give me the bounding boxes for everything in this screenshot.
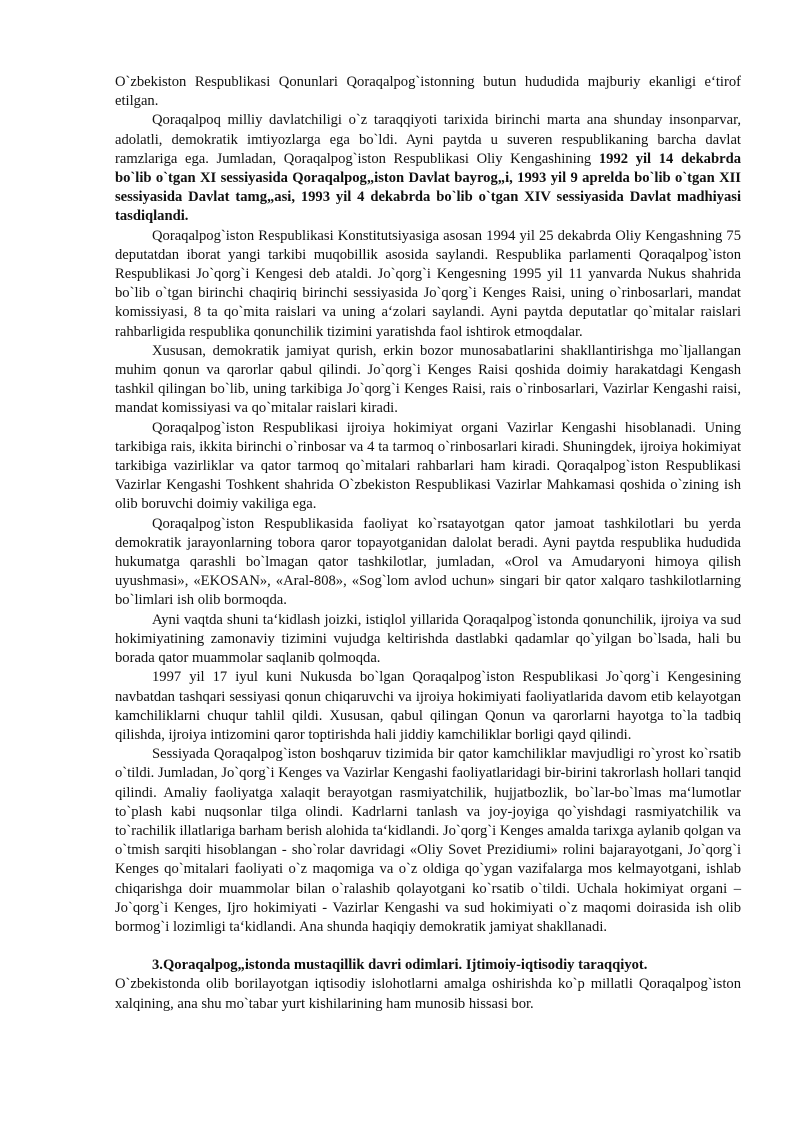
paragraph [115,227,741,342]
paragraph [115,342,741,419]
text-run: O`zbekiston Respublikasi Qonunlari Qoraqalpog`istonning butun hududida majburiy ekanligi e‘tirof etilgan. [115,74,741,110]
text-run: Qoraqalpog`iston Respublikasi Konstitutsiyasiga asosan 1994 yil 25 dekabrda Oliy Kengashning 75 deputatdan iborat yangi tarkibi muqobillik asosida saylandi. Respublika parlamenti Qoraqalpog`iston Respublikasi Jo`qorg`i Kengesi deb ataldi. Jo`qorg`i Kengesning 1995 yil 11 yanvarda Nukus shahrida bo`lib o`tgan birinchi chaqiriq birinchi sessiyasida Jo`qorg`i Kenges Raisi, uning o`rinbosarlari, mandat komissiyasi, 8 ta qo`mita raislari va uning a‘zolari saylandi. Ayni paytda deputatlar qo`mitalar raislari rahbarligida respublika qonunchilik tizimini yaratishda faol ishtirok etmoqdalar. [115,227,741,340]
text-run: Sessiyada Qoraqalpog`iston boshqaruv tizimida bir qator kamchiliklar mavjudligi ro`yrost ko`rsatib o`tildi. Jumladan, Jo`qorg`i Kenges va Vazirlar Kengashi faoliyatlaridagi bir-birini takrorlash hollari tanqid qilindi. Amaliy faoliyatga xalaqit berayotgan rasmiyatchilik, hujjatbozlik, bo`lar-bo`lmas ma‘lumotlar to`plash kabi nuqsonlar tilga olindi. Kadrlarni tanlash va joy-joyiga qo`yishdagi rasmiyatchilik va to`rachilik illatlariga barham berish alohida ta‘kidlandi. Jo`qorg`i Kenges amalda tarixga aylanib qolgan va o`tmish sarqiti hisoblangan - sho`rolar davridagi «Oliy Sovet Prezidiumi» rolini bajarayotgani, Jo`qorg`i Kenges qo`mitalari faoliyati o`z maqomiga va o`z oldiga qo`ygan vazifalarga mos kelmayotgani, ishlab chiqarishga doir muammolar bilan o`ralashib qolayotgani ko`rsatib o`tildi. Uchala hokimiyat organi – Jo`qorg`i Kenges, Ijro hokimiyati - Vazirlar Kengashi va sud hokimiyati o`z maqomi doirasida ish olib bormog`i lozimligi ta‘kidlandi. Ana shunda haqiqiy demokratik jamiyat shakllanadi. [115,746,741,935]
text-run: Xususan, demokratik jamiyat qurish, erkin bozor munosabatlarini shakllantirishga mo`ljallangan muhim qonun va qarorlar qabul qilindi. Jo`qorg`i Kenges Raisi qoshida doimiy harakatdagi Kengash tashkil qilingan bo`lib, uning tarkibiga Jo`qorg`i Kenges Raisi, rais o`rinbosarlari, Vazirlar Kengashi raisi, mandat komissiyasi va qo`mitalar raislari kiradi. [115,342,741,417]
section-gap [115,937,741,956]
paragraph [115,111,741,226]
paragraph [115,611,741,669]
bold-text-run: 1992 yil 14 dekabrda bo`lib o`tgan XI sessiyasida Qoraqalpog„iston Davlat bayrog„i, 1993 yil 9 aprelda bo`lib o`tgan XII sessiyasida Davlat tamg„asi, 1993 yil 4 dekabrda bo`lib o`tgan XIV sessiyasida Davlat madhiyasi tasdiqlandi. [115,150,741,225]
section-body: O`zbekistonda olib borilayotgan iqtisodiy islohotlarni amalga oshirishda ko`p millatli Qoraqalpog`iston xalqining, ana shu mo`tabar yurt kishilarining ham munosib hissasi bor. [115,976,741,1012]
text-run: Qoraqalpog`iston Respublikasi ijroiya hokimiyat organi Vazirlar Kengashi hisoblanadi. Uning tarkibiga rais, ikkita birinchi o`rinbosar va 4 ta tarmoq o`rinbosarlari kiradi. Shuningdek, ijroiya hokimiyat tarkibiga vazirliklar va qator tarmoq qo`mitalari rahbarlari ham kiradi. Qoraqalpog`iston Respublikasi Vazirlar Kengashi Toshkent shahrida O`zbekiston Respublikasi Vazirlar Mahkamasi qoshida o`zining ish olib boruvchi doimiy vakiliga ega. [115,419,741,513]
text-run: 1997 yil 17 iyul kuni Nukusda bo`lgan Qoraqalpog`iston Respublikasi Jo`qorg`i Kengesining navbatdan tashqari sessiyasi qonun chiqaruvchi va ijroiya hokimiyati faoliyatlarida davom etib kelayotgan kamchiliklarni chuqur tahlil qildi. Xususan, qabul qilingan Qonun va qarorlarni hayotga to`la tadbiq qilishda, ijroiya intizomini qaror toptirishda hali jiddiy kamchiliklar borligi qayd qilindi. [115,669,741,743]
paragraph [115,419,741,515]
text-run: Ayni vaqtda shuni ta‘kidlash joizki, istiqlol yillarida Qoraqalpog`istonda qonunchilik, ijroiya va sud hokimiyatining zamonaviy tizimini vujudga keltirishda dastlabki qadamlar qo`yilgan bo`lsada, hali bu borada qator muammolar saqlanib qolmoqda. [115,611,741,667]
body-text [115,73,741,937]
paragraph [115,668,741,745]
text-run: Qoraqalpoq milliy davlatchiligi o`z taraqqiyoti tarixida birinchi marta ana shunday insonparvar, adolatli, demokratik imtiyozlarga ega bo`ldi. Ayni paytda u suveren respublikaning barcha davlat ramzlariga ega. Jumladan, Qoraqalpog`iston Respublikasi Oliy Kengashining [115,112,741,167]
section-heading: 3.Qoraqalpog„istonda mustaqillik davri odimlari. Ijtimoiy-iqtisodiy taraqqiyot. [152,957,648,974]
document-page [115,73,741,1014]
paragraph [115,73,741,111]
paragraph [115,515,741,611]
text-run: Qoraqalpog`iston Respublikasida faoliyat ko`rsatayotgan qator jamoat tashkilotlari bu yerda demokratik jarayonlarning tobora qaror topayotganidan dalolat beradi. Ayni paytda respublika hududida hukumatga qarashli bo`lmagan qator tashkilotlar, jumladan, «Orol va Amudaryoni himoya qilish uyushmasi», «EKOSAN», «Aral-808», «Sog`lom avlod uchun» singari bir qator xalqaro tashkilotlarning bo`limlari ish olib bormoqda. [115,515,741,609]
paragraph [115,745,741,937]
